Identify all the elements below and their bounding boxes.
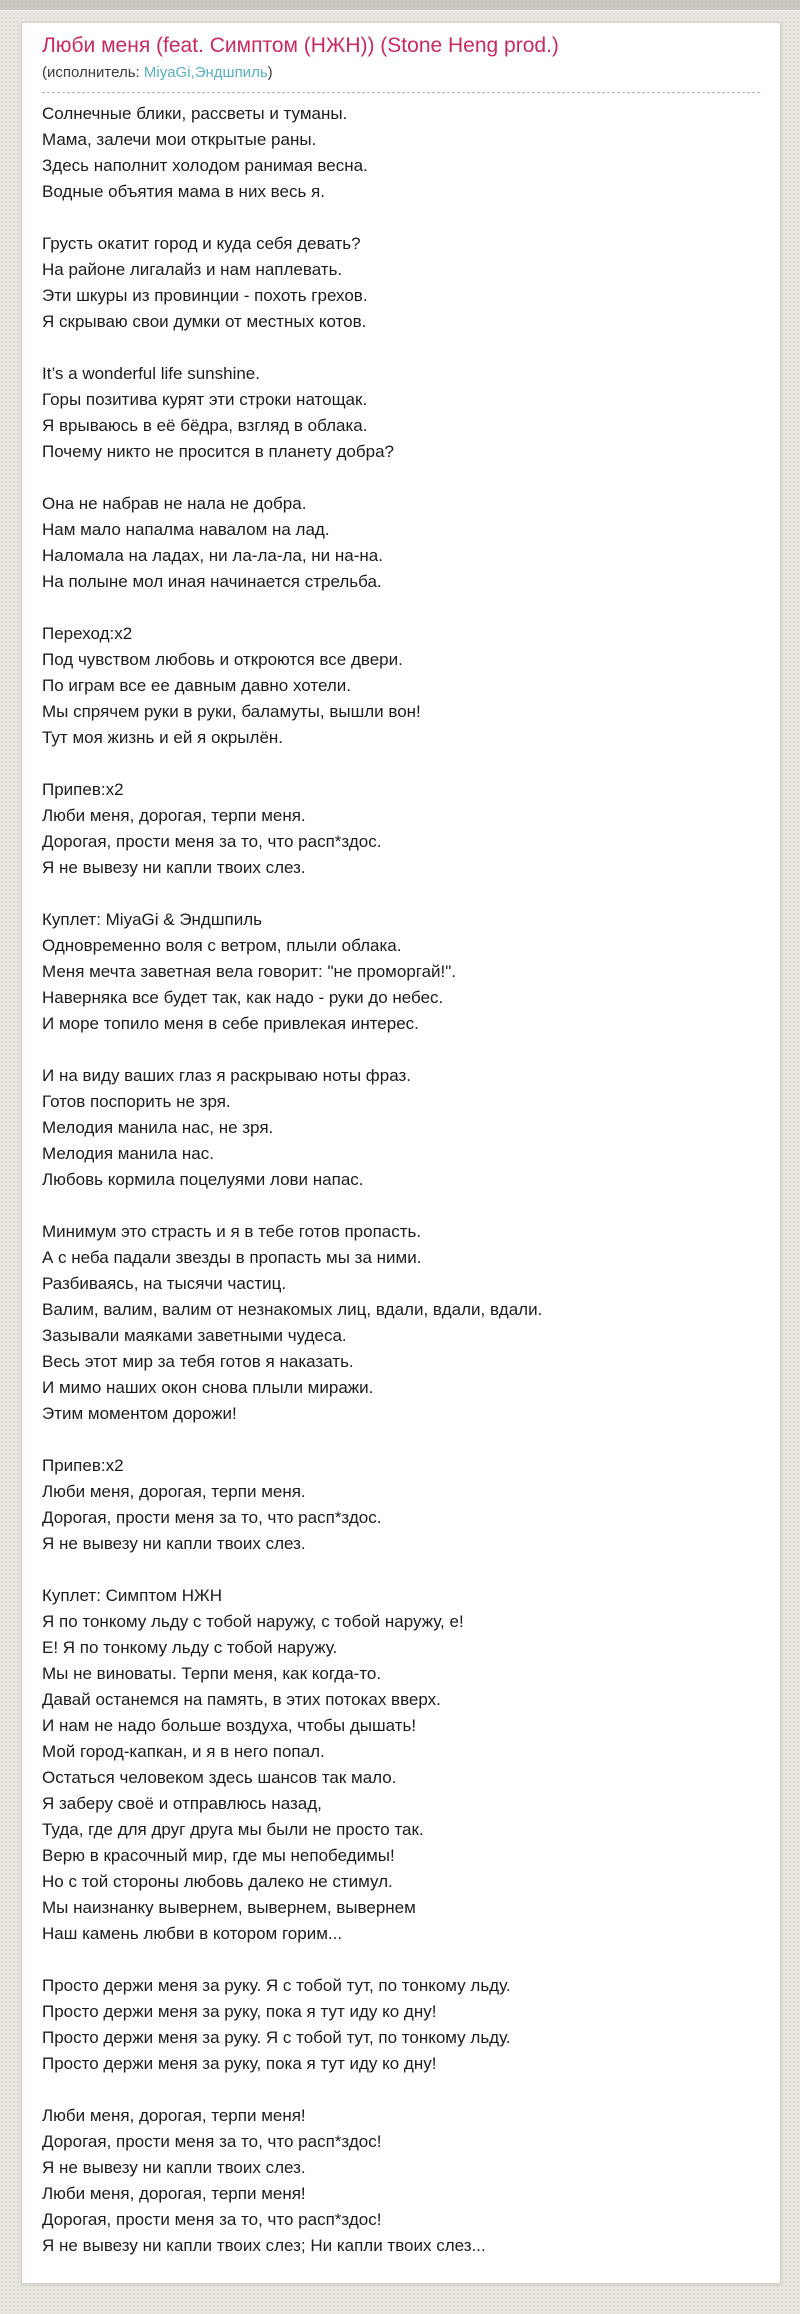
lyric-line: Припев:x2	[42, 780, 124, 799]
lyric-line: Готов поспорить не зря.	[42, 1092, 231, 1111]
lyric-line: Валим, валим, валим от незнакомых лиц, вдали, вдали, вдали.	[42, 1300, 543, 1319]
lyric-line: Припев:x2	[42, 1456, 124, 1475]
lyric-line: Туда, где для друг друга мы были не просто так.	[42, 1820, 424, 1839]
lyric-line: Просто держи меня за руку. Я с тобой тут, по тонкому льду.	[42, 2028, 511, 2047]
lyrics	[42, 101, 760, 2259]
lyric-line: Грусть окатит город и куда себя девать?	[42, 234, 361, 253]
stanza	[42, 101, 760, 205]
lyric-line: На полыне мол иная начинается стрельба.	[42, 572, 382, 591]
lyric-line: Наверняка все будет так, как надо - руки до небес.	[42, 988, 444, 1007]
lyric-line: Тут моя жизнь и ей я окрылён.	[42, 728, 284, 747]
lyric-line: Солнечные блики, рассветы и туманы.	[42, 104, 348, 123]
lyric-line: Мы спрячем руки в руки, баламуты, вышли вон!	[42, 702, 421, 721]
lyric-line: Переход:x2	[42, 624, 133, 643]
song-title: Люби меня (feat. Симптом (НЖН)) (Stone Heng prod.)	[42, 34, 559, 57]
lyric-line: По играм все ее давным давно хотели.	[42, 676, 351, 695]
lyric-line: И нам не надо больше воздуха, чтобы дышать!	[42, 1716, 417, 1735]
lyric-line: Мелодия манила нас, не зря.	[42, 1118, 274, 1137]
lyric-line: Дорогая, прости меня за то, что расп*здос.	[42, 1508, 382, 1527]
stanza	[42, 231, 760, 335]
lyric-line: Мы не виноваты. Терпи меня, как когда-то.	[42, 1664, 382, 1683]
lyric-line: Дорогая, прости меня за то, что расп*здос.	[42, 832, 382, 851]
lyric-line: Этим моментом дорожи!	[42, 1404, 237, 1423]
lyric-line: Люби меня, дорогая, терпи меня!	[42, 2184, 306, 2203]
lyric-line: Одновременно воля с ветром, плыли облака.	[42, 936, 402, 955]
artist-line	[42, 63, 760, 93]
stanza	[42, 907, 760, 1037]
lyric-line: Я врываюсь в её бёдра, взгляд в облака.	[42, 416, 368, 435]
lyric-line: Куплет: Симптом НЖН	[42, 1586, 223, 1605]
lyric-line: Любовь кормила поцелуями лови напас.	[42, 1170, 364, 1189]
lyric-line: Я не вывезу ни капли твоих слез.	[42, 2158, 306, 2177]
lyric-line: Здесь наполнит холодом ранимая весна.	[42, 156, 368, 175]
lyric-line: Я не вывезу ни капли твоих слез.	[42, 1534, 306, 1553]
lyric-line: И на виду ваших глаз я раскрываю ноты фраз.	[42, 1066, 411, 1085]
lyric-line: Почему никто не просится в планету добра?	[42, 442, 394, 461]
lyric-line: Я не вывезу ни капли твоих слез; Ни капли твоих слез...	[42, 2236, 486, 2255]
lyric-line: Давай останемся на память, в этих потоках вверх.	[42, 1690, 441, 1709]
lyric-line: А с неба падали звезды в пропасть мы за ними.	[42, 1248, 422, 1267]
lyric-line: Просто держи меня за руку, пока я тут иду ко дну!	[42, 2002, 437, 2021]
page-top-texture-band	[0, 0, 800, 11]
lyric-line: Я заберу своё и отправлюсь назад,	[42, 1794, 322, 1813]
lyric-line: Эти шкуры из провинции - похоть грехов.	[42, 286, 368, 305]
lyric-line: Разбиваясь, на тысячи частиц.	[42, 1274, 287, 1293]
lyric-line: Под чувством любовь и откроются все двери.	[42, 650, 403, 669]
stanza	[42, 1219, 760, 1427]
stanza	[42, 621, 760, 751]
lyric-line: Меня мечта заветная вела говорит: "не проморгай!".	[42, 962, 457, 981]
lyric-line: Просто держи меня за руку, пока я тут иду ко дну!	[42, 2054, 437, 2073]
lyric-line: Зазывали маяками заветными чудеса.	[42, 1326, 347, 1345]
lyric-line: Мама, залечи мои открытые раны.	[42, 130, 317, 149]
lyric-line: Я по тонкому льду с тобой наружу, с тобой наружу, е!	[42, 1612, 464, 1631]
stanza	[42, 1583, 760, 1947]
lyric-line: Дорогая, прости меня за то, что расп*здос!	[42, 2210, 382, 2229]
lyric-line: Дорогая, прости меня за то, что расп*здос!	[42, 2132, 382, 2151]
lyric-line: Минимум это страсть и я в тебе готов пропасть.	[42, 1222, 422, 1241]
stanza	[42, 777, 760, 881]
lyric-line: Весь этот мир за тебя готов я наказать.	[42, 1352, 354, 1371]
stanza	[42, 361, 760, 465]
lyric-line: Она не набрав не нала не добра.	[42, 494, 307, 513]
lyric-line: Наш камень любви в котором горим...	[42, 1924, 343, 1943]
stanza	[42, 1973, 760, 2077]
artist-label-prefix: (исполнитель:	[42, 64, 144, 81]
lyric-line: На районе лигалайз и нам наплевать.	[42, 260, 343, 279]
lyric-line: Но с той стороны любовь далеко не стимул.	[42, 1872, 393, 1891]
stanza	[42, 2103, 760, 2259]
lyric-line: Мой город-капкан, и я в него попал.	[42, 1742, 325, 1761]
stanza	[42, 1453, 760, 1557]
lyric-line: It’s a wonderful life sunshine.	[42, 364, 260, 383]
lyric-line: Е! Я по тонкому льду с тобой наружу.	[42, 1638, 338, 1657]
lyric-line: Мелодия манила нас.	[42, 1144, 214, 1163]
stanza	[42, 491, 760, 595]
lyric-line: Нам мало напалма навалом на лад.	[42, 520, 330, 539]
lyric-line: Просто держи меня за руку. Я с тобой тут, по тонкому льду.	[42, 1976, 511, 1995]
lyric-line: Мы наизнанку вывернем, вывернем, вывернем	[42, 1898, 416, 1917]
lyric-line: Люби меня, дорогая, терпи меня.	[42, 806, 306, 825]
artist-link[interactable]: MiyaGi,Эндшпиль	[143, 64, 268, 81]
lyric-line: Люби меня, дорогая, терпи меня.	[42, 1482, 306, 1501]
lyric-line: И мимо наших окон снова плыли миражи.	[42, 1378, 374, 1397]
lyrics-card	[21, 22, 781, 2284]
lyric-line: Остаться человеком здесь шансов так мало.	[42, 1768, 397, 1787]
lyric-line: И море топило меня в себе привлекая интерес.	[42, 1014, 419, 1033]
artist-label-suffix: )	[267, 64, 273, 81]
lyric-line: Я скрываю свои думки от местных котов.	[42, 312, 367, 331]
lyric-line: Я не вывезу ни капли твоих слез.	[42, 858, 306, 877]
lyric-line: Верю в красочный мир, где мы непобедимы!	[42, 1846, 395, 1865]
lyric-line: Наломала на ладах, ни ла-ла-ла, ни на-на.	[42, 546, 383, 565]
lyric-line: Горы позитива курят эти строки натощак.	[42, 390, 368, 409]
lyric-line: Куплет: MiyaGi & Эндшпиль	[42, 910, 262, 929]
stanza	[42, 1063, 760, 1193]
lyric-line: Водные объятия мама в них весь я.	[42, 182, 325, 201]
lyric-line: Люби меня, дорогая, терпи меня!	[42, 2106, 306, 2125]
